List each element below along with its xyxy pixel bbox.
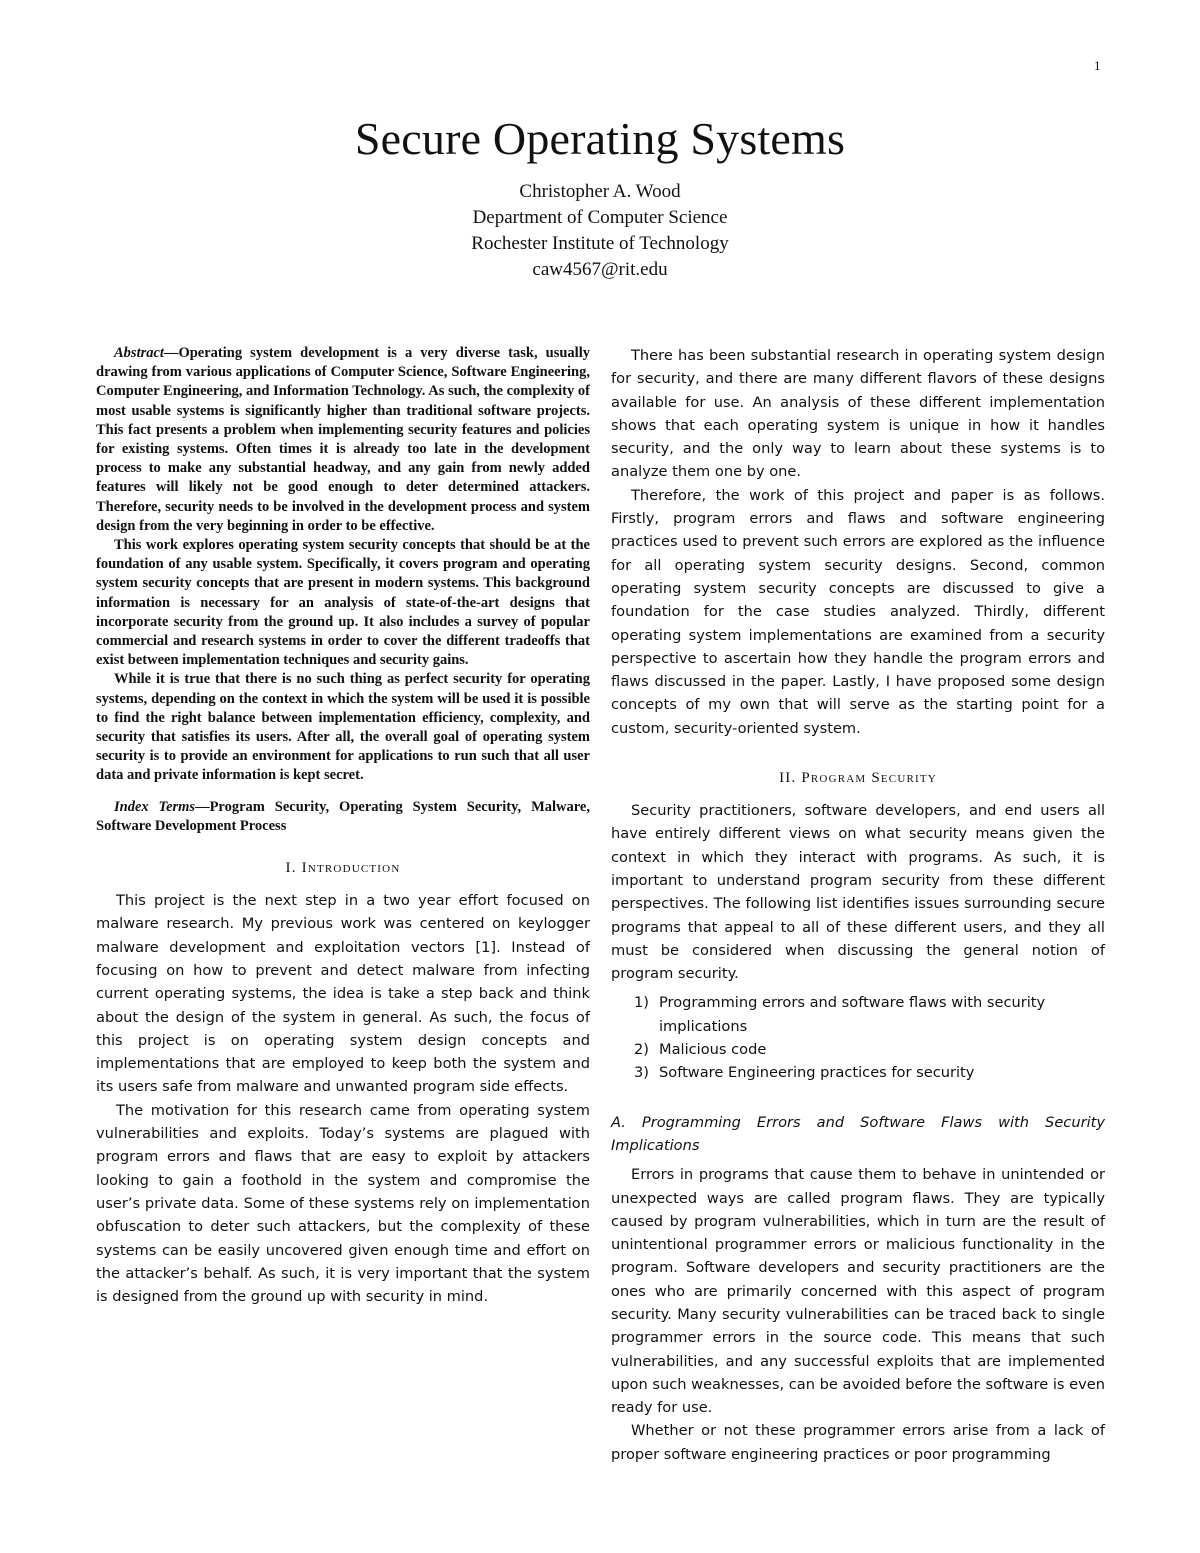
left-column — [96, 344, 590, 1308]
abstract-paragraph: While it is true that there is no such thing as perfect security for operating systems, depending on the context in which the system will be used it is possible to find the right balance between implementation efficiency, complexity, and security that satisfies its users. After all, the overall goal of operating system security is to provide an environment for applications to run such that all user data and private information is kept secret. — [96, 671, 590, 784]
abstract-lead: Abstract — [114, 345, 164, 361]
list-item — [611, 1038, 1105, 1061]
right-column — [611, 344, 1105, 1466]
author-department: Department of Computer Science — [472, 207, 728, 228]
index-terms-dash: — — [195, 798, 210, 815]
abstract — [96, 344, 590, 786]
body-paragraph: Security practitioners, software developers, and end users all have entirely different views on what security means given the context in which they interact with programs. As such, it is important to understand program security from these different perspectives. The following list identifies issues surrounding secure programs that appeal to all of these different users, and they all must be considered when discussing the general notion of program security. — [611, 802, 1105, 983]
list-item — [611, 991, 1105, 1038]
paper-header — [0, 112, 1200, 283]
abstract-paragraph: This work explores operating system security concepts that should be at the foundation of any usable system. Specifically, it covers program and operating system security concepts that are present in modern systems. This background information is necessary for an analysis of state-of-the-art designs that incorporate security from the ground up. It also includes a survey of popular commercial and research systems in order to cover the different tradeoffs that exist between implementation techniques and security gains. — [96, 537, 590, 669]
index-terms-lead: Index Terms — [114, 798, 196, 815]
list-text: Programming errors and software flaws with security implications — [659, 994, 1046, 1035]
body-paragraph: This project is the next step in a two year effort focused on malware research. My previous work was centered on keylogger malware development and exploitation vectors [1]. Instead of focusing on how to prevent and detect malware from infecting current operating systems, the idea is take a step back and think about the design of the system in general. As such, the focus of this project is on operating system design concepts and implementations that are employed to keep both the system and its users safe from malware and unwanted program side effects. — [96, 892, 590, 1096]
body-paragraph: Whether or not these programmer errors arise from a lack of proper software engineering practices or poor programming — [611, 1422, 1105, 1463]
list-text: Malicious code — [659, 1041, 767, 1059]
body-paragraph: Errors in programs that cause them to behave in unintended or unexpected ways are called program flaws. They are typically caused by program vulnerabilities, which in turn are the result of unintentional programmer errors or malicious functionality in the program. Software developers and security practitioners are the ones who are primarily concerned with this aspect of program security. Many security vulnerabilities can be traced back to single programmer errors in the source code. This means that such vulnerabilities, and any successful exploits that are implemented upon such weaknesses, can be avoided before the software is even ready for use. — [611, 1166, 1105, 1417]
abstract-dash: — — [163, 345, 179, 361]
author-name: Christopher A. Wood — [519, 181, 681, 202]
body-paragraph: Therefore, the work of this project and paper is as follows. Firstly, program errors and flaws and software engineering practices used to prevent such errors are explored as the influence for all operating system security designs. Second, common operating system security concepts are discussed to give a foundation for the case studies analyzed. Thirdly, different operating system implementations are examined from a security perspective to ascertain how they handle the program errors and flaws discussed in the paper. Lastly, I have proposed some design concepts of my own that will serve as the starting point for a custom, security-oriented system. — [611, 486, 1105, 737]
page-number: 1 — [1094, 58, 1101, 73]
list-number: 3) — [634, 1064, 649, 1082]
body-paragraph: The motivation for this research came from operating system vulnerabilities and exploits. Today’s systems are plagued with program errors and flaws that are easy to exploit by attackers looking to gain a foothold in the system and compromise the user’s private data. Some of these systems rely on implementation obfuscation to deter such attackers, but the complexity of these systems can be easily uncovered given enough time and effort on the attacker’s behalf. As such, it is very important that the system is designed from the ground up with security in mind. — [96, 1101, 590, 1306]
index-terms — [96, 798, 590, 836]
body-paragraph: There has been substantial research in operating system design for security, and there are many different flavors of these designs available for use. An analysis of these different implementation shows that each operating system is unique in how it handles security, and the only way to learn about these systems is to analyze them one by one. — [611, 347, 1105, 481]
section-heading-program-security: II. Program Security — [779, 770, 937, 787]
list-text: Software Engineering practices for security — [659, 1064, 975, 1082]
section-heading-introduction: I. Introduction — [285, 860, 401, 877]
introduction-body — [96, 889, 590, 1308]
index-terms-text: Program Security, Operating System Security, Malware, Software Development Process — [96, 798, 590, 834]
list-number: 2) — [634, 1041, 649, 1059]
abstract-paragraph — [96, 344, 590, 536]
abstract-text: Operating system development is a very diverse task, usually drawing from various applications of Computer Science, Software Engineering, Computer Engineering, and Information Technology. As such, the complexity of most usable systems is significantly higher than traditional software projects. This fact presents a problem when implementing security features and policies for existing systems. Often times it is already too late in the development process to make any substantial headway, and any gain from newly added features will likely not be good enough to deter determined attackers. Therefore, security needs to be involved in the development process and system design from the very beginning in order to be effective. — [96, 345, 590, 534]
paper-title: Secure Operating Systems — [354, 113, 846, 164]
list-number: 1) — [634, 994, 649, 1012]
author-institution: Rochester Institute of Technology — [471, 233, 729, 254]
introduction-body-continued — [611, 344, 1105, 740]
author-email: caw4567@rit.edu — [532, 259, 668, 280]
subsection-a-body — [611, 1163, 1105, 1466]
issues-list — [611, 991, 1105, 1084]
list-item — [611, 1061, 1105, 1084]
subsection-heading-a: A. Programming Errors and Software Flaws with Security Implications — [611, 1113, 1105, 1154]
program-security-body — [611, 799, 1105, 985]
